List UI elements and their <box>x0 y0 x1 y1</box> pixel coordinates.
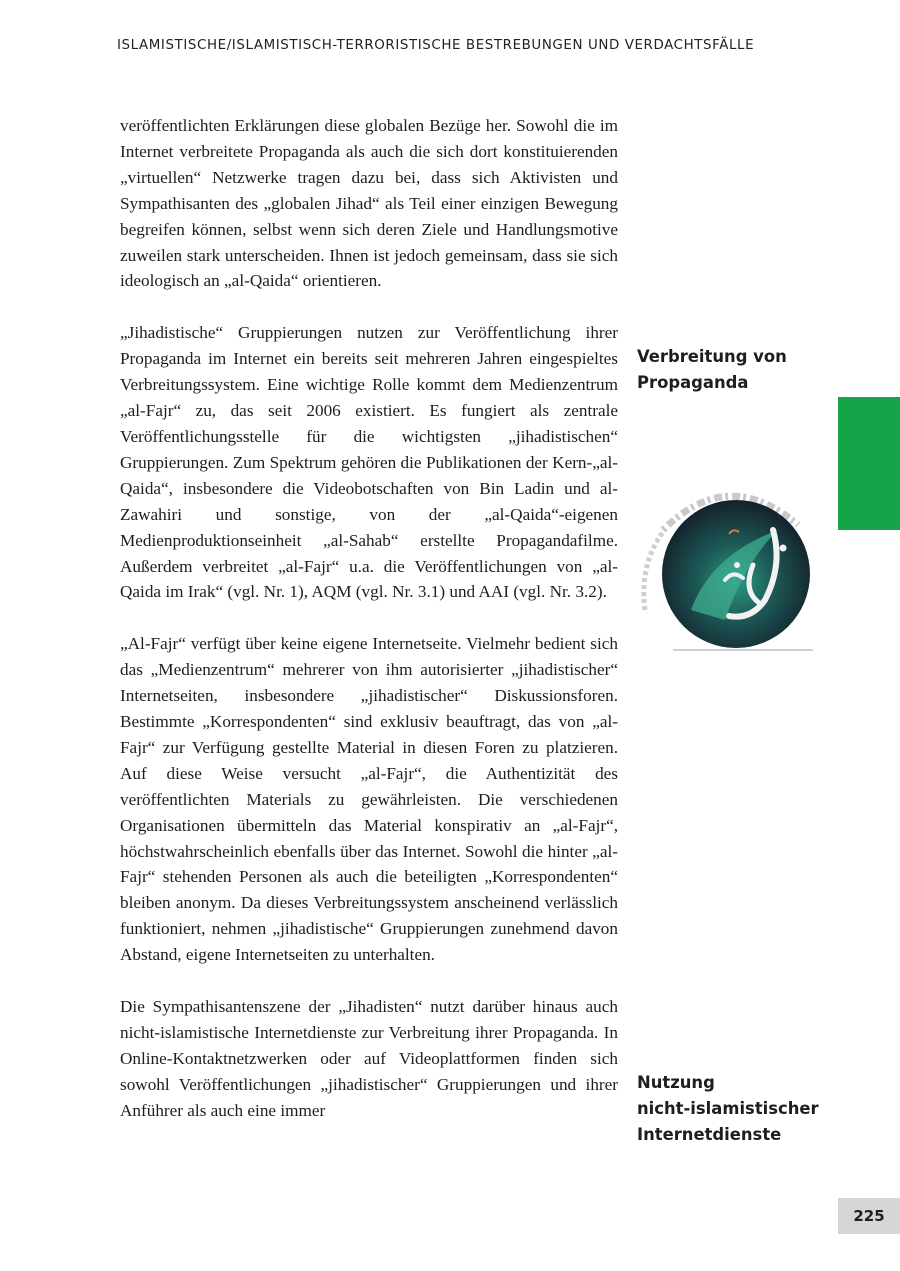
paragraph-4: Die Sympathisantenszene der „Jihadisten“ nutzt darüber hinaus auch nicht-islamistische Internetdienste zur Verbreitung ihrer Propaganda. In Online-Kontaktnetzwerken oder auf Videoplattformen finden sich sowohl Veröffentlichungen „jihadistischer“ Gruppierungen und ihrer Anführer als auch eine immer <box>120 997 618 1120</box>
margin-note-line: nicht-islamistischer <box>637 1098 819 1118</box>
al-fajr-logo-icon <box>633 470 823 655</box>
paragraph-1: veröffentlichten Erklärungen diese globalen Bezüge her. Sowohl die im Internet verbreitete Propaganda als auch die sich dort konstituierenden „virtuellen“ Netzwerke tragen dazu bei, dass sich Aktivisten und Sympathisanten des „globalen Jihad“ als Teil einer einzigen Bewegung begreifen können, selbst wenn sich deren Ziele und Handlungsmotive zuweilen stark unterscheiden. Ihnen ist jedoch gemeinsam, dass sie sich ideologisch an „al-Qaida“ orientieren. <box>120 116 618 291</box>
chapter-tab <box>838 397 900 530</box>
margin-note-nutzung <box>637 1070 827 1147</box>
running-header: ISLAMISTISCHE/ISLAMISTISCH-TERRORISTISCHE BESTREBUNGEN UND VERDACHTSFÄLLE <box>117 38 755 53</box>
paragraph-2: „Jihadistische“ Gruppierungen nutzen zur Veröffentlichung ihrer Propaganda im Internet ein bereits seit mehreren Jahren eingespieltes Verbreitungssystem. Eine wichtige Rolle kommt dem Medienzentrum „al-Fajr“ zu, das seit 2006 existiert. Es fungiert als zentrale Veröffentlichungsstelle für die wichtigsten „jihadistischen“ Gruppierungen. Zum Spektrum gehören die Publikationen der Kern-„al-Qaida“, insbesondere die Videobotschaften von Bin Ladin und al-Zawahiri und sonstige, von der „al-Qaida“-eigenen Medienproduktionseinheit „al-Sahab“ erstellte Propagandafilme. Außerdem verbreitet „al-Fajr“ u.a. die Veröffentlichungen von „al-Qaida im Irak“ (vgl. Nr. 1), AQM (vgl. Nr. 3.1) und AAI (vgl. Nr. 3.2). <box>120 323 618 602</box>
body-text <box>120 113 618 1124</box>
margin-note-line: Nutzung <box>637 1073 715 1092</box>
margin-note-line: Propaganda <box>637 372 749 392</box>
margin-note-line: Verbreitung von <box>637 347 787 366</box>
paragraph-3: „Al-Fajr“ verfügt über keine eigene Internetseite. Vielmehr bedient sich das „Medienzentrum“ mehrerer von ihm autorisierter „jihadistischer“ Internetseiten, insbesondere „jihadistischer“ Diskussionsforen. Bestimmte „Korrespondenten“ sind exklusiv beauftragt, das von „al-Fajr“ zur Verfügung gestellte Material in diesen Foren zu platzieren. Auf diese Weise versucht „al-Fajr“, die Authentizität des veröffentlichten Materials zu gewährleisten. Die verschiedenen Organisationen übermitteln das Material konspirativ an „al-Fajr“, höchstwahrscheinlich ebenfalls über das Internet. Sowohl die hinter „al-Fajr“ stehenden Personen als auch die beteiligten „Korrespondenten“ bleiben anonym. Da dieses Verbreitungssystem anscheinend verlässlich funktioniert, nehmen „jihadistische“ Gruppierungen zunehmend davon Abstand, eigene Internetseiten zu unterhalten. <box>120 634 618 965</box>
page-number: 225 <box>838 1198 900 1234</box>
margin-note-verbreitung <box>637 344 827 396</box>
margin-note-line: Internetdienste <box>637 1124 782 1144</box>
